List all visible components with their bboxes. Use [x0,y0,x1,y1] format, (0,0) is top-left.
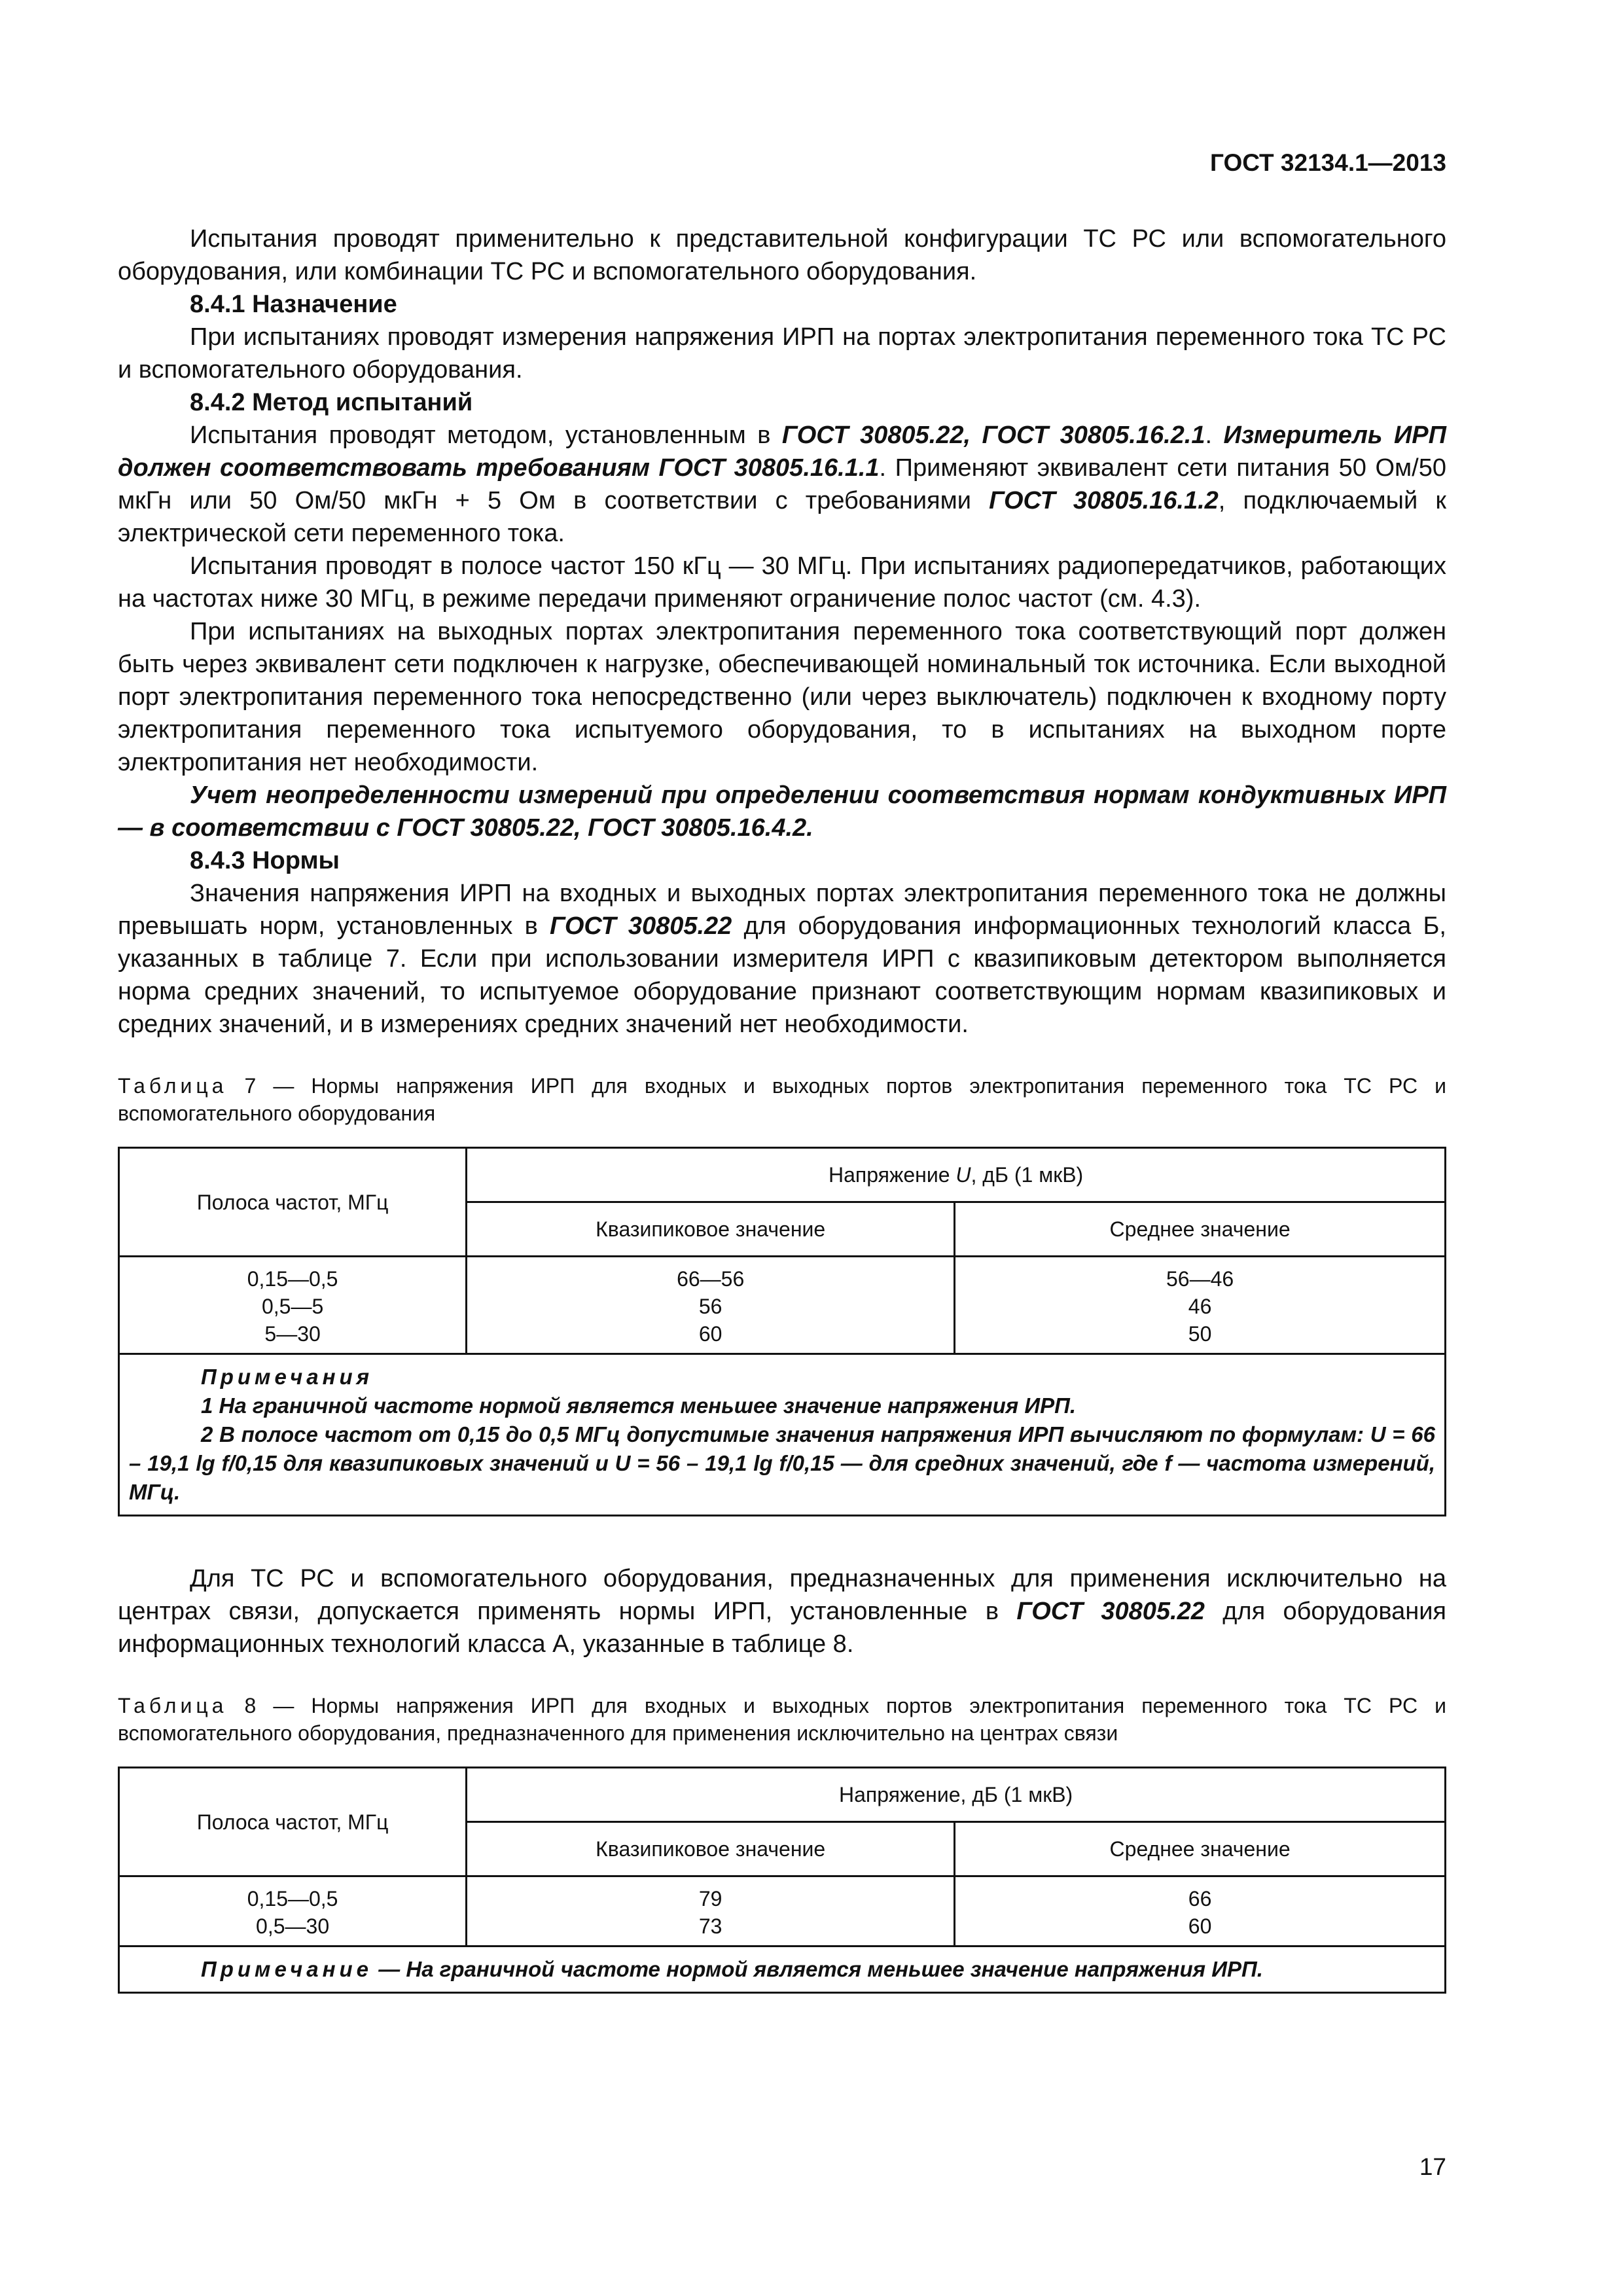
table7-header-voltage [467,1148,1446,1202]
caption-label: Таблица [118,1694,228,1717]
section-heading-8-4-2: 8.4.2 Метод испытаний [190,389,473,416]
standard-reference: ГОСТ 30805.22, ГОСТ 30805.16.2.1 [781,422,1205,449]
table-value: 66—56 [677,1267,745,1291]
table-value: 5—30 [264,1322,321,1346]
standard-reference: ГОСТ 30805.22 [1016,1598,1205,1625]
table7-header-quasipeak: Квазипиковое значение [467,1202,955,1257]
caption-label: Таблица [118,1074,228,1098]
text-run: Значения напряжения ИРП на входных и выходных портах электропитания переменного тока не должны превышать норм, установленных в [118,880,1446,940]
table-value: 50 [1188,1322,1212,1346]
standard-reference: ГОСТ 30805.16.1.2 [989,487,1219,514]
table-value: 66 [1188,1887,1212,1910]
table-value: 0,5—5 [261,1295,324,1318]
table7-qp-cell [467,1257,955,1354]
table7-header-frequency: Полоса частот, МГц [119,1148,467,1257]
header-text: Напряжение [828,1163,956,1187]
table7-notes [119,1354,1446,1516]
table-value: 73 [698,1914,722,1938]
paragraph: Испытания проводят в полосе частот 150 кГц — 30 МГц. При испытаниях радиопередатчиков, работающих на частотах ниже 30 МГц, в режиме передачи применяют ограничение полос частот (см. 4.3). [118,552,1446,613]
caption-text: 8 — Нормы напряжения ИРП для входных и выходных портов электропитания переменного тока ТС РС и вспомогательного оборудования, предназначенного для применения исключительно на центрах связи [118,1694,1446,1745]
table7-avg-cell [955,1257,1446,1354]
paragraph-uncertainty: Учет неопределенности измерений при определении соответствия нормам кондуктивных ИРП — в соответствии с ГОСТ 30805.22, ГОСТ 30805.16.4.2. [118,781,1446,842]
text-run: для оборудования информационных технологий класса А, указанные в таблице 8. [118,1598,1447,1658]
note-label: Примечание [201,1957,373,1981]
text-run: . [1205,422,1224,449]
table8-freq-cell [119,1876,467,1946]
table7-freq-cell [119,1257,467,1354]
table-value: 60 [1188,1914,1212,1938]
page-number: 17 [1419,2153,1446,2180]
table-value: 0,15—0,5 [247,1887,338,1910]
section-heading-8-4-3: 8.4.3 Нормы [190,847,340,874]
table8-note [119,1946,1446,1993]
paragraph: При испытаниях на выходных портах электропитания переменного тока соответствующий порт должен быть через эквивалент сети подключен к нагрузке, обеспечивающей номинальный ток источника. Если выходной порт электропитания переменного тока непосредственно (или через выключатель) подключен к входному порту электропитания переменного тока испытуемого оборудования, то в испытаниях на выходном порте электропитания нет необходимости. [118,618,1446,776]
table8-header-quasipeak: Квазипиковое значение [467,1822,955,1876]
table8-header-frequency: Полоса частот, МГц [119,1768,467,1876]
table-value: 56 [698,1295,722,1318]
document-body [118,223,1446,1994]
text-run: . Применяют эквивалент сети питания 50 Ом/50 мкГн или 50 Ом/50 мкГн + 5 Ом в соответствии с требованиями [118,454,1446,514]
note-line [129,1955,1435,1984]
table-value: 56—46 [1166,1267,1234,1291]
document-code-header: ГОСТ 32134.1—2013 [1209,149,1446,176]
paragraph-limits [118,877,1446,1041]
table8 [118,1767,1446,1994]
text-run: для оборудования информационных технологий класса Б, указанных в таблице 7. Если при использовании измерителя ИРП с квазипиковым детектором выполняется норма средних значений, то испытуемое оборудование признают соответствующим нормам квазипиковых и средних значений, и в измерениях средних значений нет необходимости. [118,912,1446,1038]
section-heading-8-4-1: 8.4.1 Назначение [190,291,397,318]
note-2: 2 В полосе частот от 0,15 до 0,5 МГц допустимые значения напряжения ИРП вычисляют по формулам: U = 66 – 19,1 lg f/0,15 для квазипиковых значений и U = 56 – 19,1 lg f/0,15 — для средних значений, где f — частота измерений, МГц. [129,1422,1435,1504]
table7 [118,1147,1446,1516]
paragraph: Испытания проводят применительно к представительной конфигурации ТС РС или вспомогательного оборудования, или комбинации ТС РС и вспомогательного оборудования. [118,225,1446,285]
table8-caption [118,1692,1446,1747]
table7-header-average: Среднее значение [955,1202,1446,1257]
paragraph-class-a [118,1562,1446,1660]
text-run: Для ТС РС и вспомогательного оборудования, предназначенных для применения исключительно на центрах связи, допускается применять нормы ИРП, установленные в [118,1565,1446,1625]
note-1: 1 На граничной частоте нормой является меньшее значение напряжения ИРП. [201,1393,1077,1418]
note-text: — На граничной частоте нормой является меньшее значение напряжения ИРП. [372,1957,1263,1981]
standard-reference: Измеритель ИРП должен соответствовать требованиям ГОСТ 30805.16.1.1 [118,422,1446,482]
text-run: , подключаемый к электрической сети переменного тока. [118,487,1446,547]
paragraph: При испытаниях проводят измерения напряжения ИРП на портах электропитания переменного тока ТС РС и вспомогательного оборудования. [118,323,1446,384]
notes-title: Примечания [201,1365,374,1389]
table-value: 0,5—30 [256,1914,330,1938]
table8-header-voltage: Напряжение, дБ (1 мкВ) [467,1768,1446,1822]
text-run: Испытания проводят методом, установленным в [190,422,782,449]
header-symbol-u: U [955,1163,971,1187]
table-value: 60 [698,1322,722,1346]
table7-caption [118,1072,1446,1127]
table-value: 79 [698,1887,722,1910]
caption-text: 7 — Нормы напряжения ИРП для входных и выходных портов электропитания переменного тока ТС РС и вспомогательного оборудования [118,1074,1446,1125]
table8-qp-cell [467,1876,955,1946]
table8-avg-cell [955,1876,1446,1946]
table-value: 0,15—0,5 [247,1267,338,1291]
header-text: , дБ (1 мкВ) [971,1163,1084,1187]
paragraph-method [118,419,1446,550]
table-value: 46 [1188,1295,1212,1318]
table8-header-average: Среднее значение [955,1822,1446,1876]
standard-reference: ГОСТ 30805.22 [550,912,732,940]
